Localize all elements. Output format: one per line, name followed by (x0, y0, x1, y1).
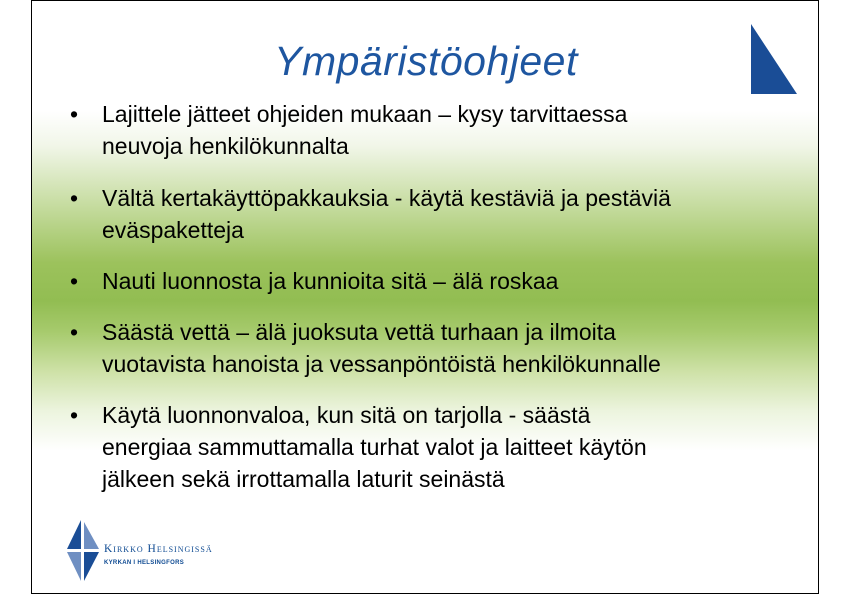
bullet-marker: • (70, 268, 79, 294)
bullet-line: Vältä kertakäyttöpakkauksia - käytä kestäviä ja pestäviä (102, 185, 671, 211)
bullet-item (70, 265, 800, 297)
bullet-line: Käytä luonnonvaloa, kun sitä on tarjolla - säästä (102, 402, 591, 428)
bullet-list (70, 98, 800, 495)
bullet-marker: • (70, 101, 79, 127)
slide (31, 0, 819, 594)
bullet-line: vuotavista hanoista ja vessanpöntöistä henkilökunnalle (102, 351, 661, 377)
bullet-line: Nauti luonnosta ja kunnioita sitä – älä roskaa (102, 268, 559, 294)
bullet-line: eväspaketteja (102, 217, 244, 243)
bullet-line: jälkeen sekä irrottamalla laturit seinästä (102, 466, 505, 492)
bullet-item (70, 316, 800, 380)
bullet-marker: • (70, 319, 79, 345)
logo-name-finnish: Kirkko Helsingissä (104, 543, 213, 555)
bullet-marker: • (70, 402, 79, 428)
bullet-line: neuvoja henkilökunnalta (102, 133, 349, 159)
bullet-item (70, 98, 800, 162)
logo-name-swedish: KYRKAN I HELSINGFORS (104, 560, 185, 566)
corner-sail-icon (751, 24, 799, 96)
bullet-line: Lajittele jätteet ohjeiden mukaan – kysy tarvittaessa (102, 101, 628, 127)
organization-logo (65, 519, 245, 583)
slide-title: Ympäristöohjeet (274, 38, 578, 84)
bullet-marker: • (70, 185, 79, 211)
bullet-item (70, 399, 800, 495)
bullet-line: energiaa sammuttamalla turhat valot ja laitteet käytön (102, 434, 647, 460)
bullet-item (70, 182, 800, 246)
church-sail-logo-icon (65, 519, 101, 583)
bullet-line: Säästä vettä – älä juoksuta vettä turhaan ja ilmoita (102, 319, 616, 345)
